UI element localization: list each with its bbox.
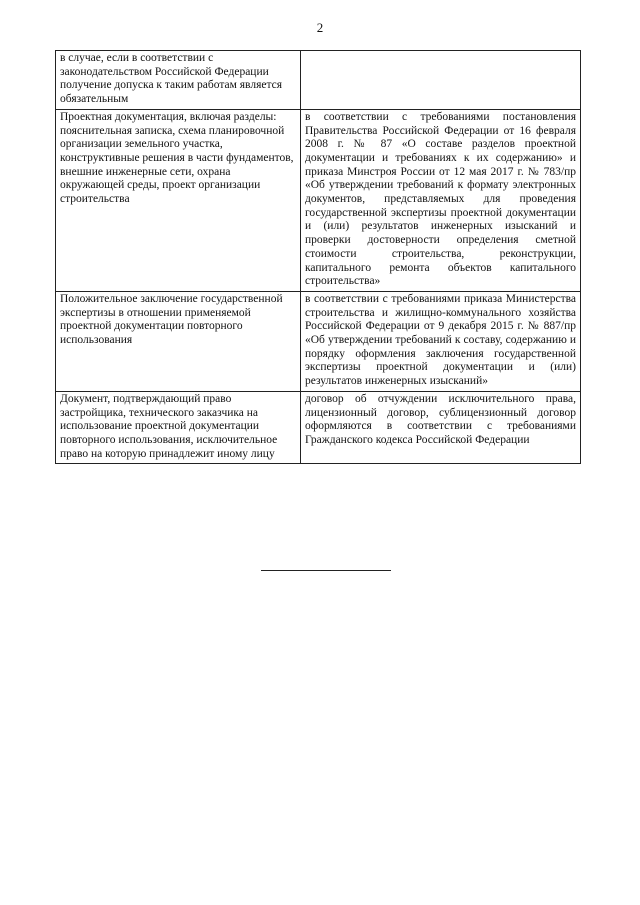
table-row [56, 109, 581, 291]
table-row [56, 291, 581, 391]
page-number: 2 [316, 20, 324, 35]
requirements-table [55, 50, 581, 464]
table-cell-document: Положительное заключение государственной экспертизы в отношении применяемой проектной документации повторного использования [56, 291, 301, 391]
table-row [56, 391, 581, 464]
table-cell-document: Проектная документация, включая разделы: пояснительная записка, схема планировочной организации земельного участка, конструктивные решения в части фундаментов, внешние инженерные сети, охрана окружающей среды, проект организации строительства [56, 109, 301, 291]
table-cell-document: Документ, подтверждающий право застройщика, технического заказчика на использование проектной документации повторного использования, исключительное право на которую принадлежит иному лицу [56, 391, 301, 464]
table-cell-requirement: в соответствии с требованиями постановления Правительства Российской Федерации от 16 февраля 2008 г. № 87 «О составе разделов проектной документации и требованиях к их содержанию» и приказа Минстроя России от 12 мая 2017 г. № 783/пр «Об утверждении требований к формату электронных документов, представляемых для проведения государственной экспертизы проектной документации и (или) результатов инженерных изысканий и проверки достоверности определения сметной стоимости строительства, реконструкции, капитального ремонта объектов капитального строительства» [301, 109, 581, 291]
table-cell-document: в случае, если в соответствии с законодательством Российской Федерации получение допуска к таким работам является обязательным [56, 51, 301, 110]
table-row [56, 51, 581, 110]
table-cell-requirement: в соответствии с требованиями приказа Министерства строительства и жилищно-коммунального хозяйства Российской Федерации от 9 декабря 2015 г. № 887/пр «Об утверждении требований к составу, содержанию и порядку оформления заключения государственной экспертизы проектной документации и (или) результатов инженерных изысканий» [301, 291, 581, 391]
table-cell-requirement [301, 51, 581, 110]
table-cell-requirement: договор об отчуждении исключительного права, лицензионный договор, сублицензионный договор оформляются в соответствии с требованиями Гражданского кодекса Российской Федерации [301, 391, 581, 464]
closing-divider [261, 570, 391, 571]
